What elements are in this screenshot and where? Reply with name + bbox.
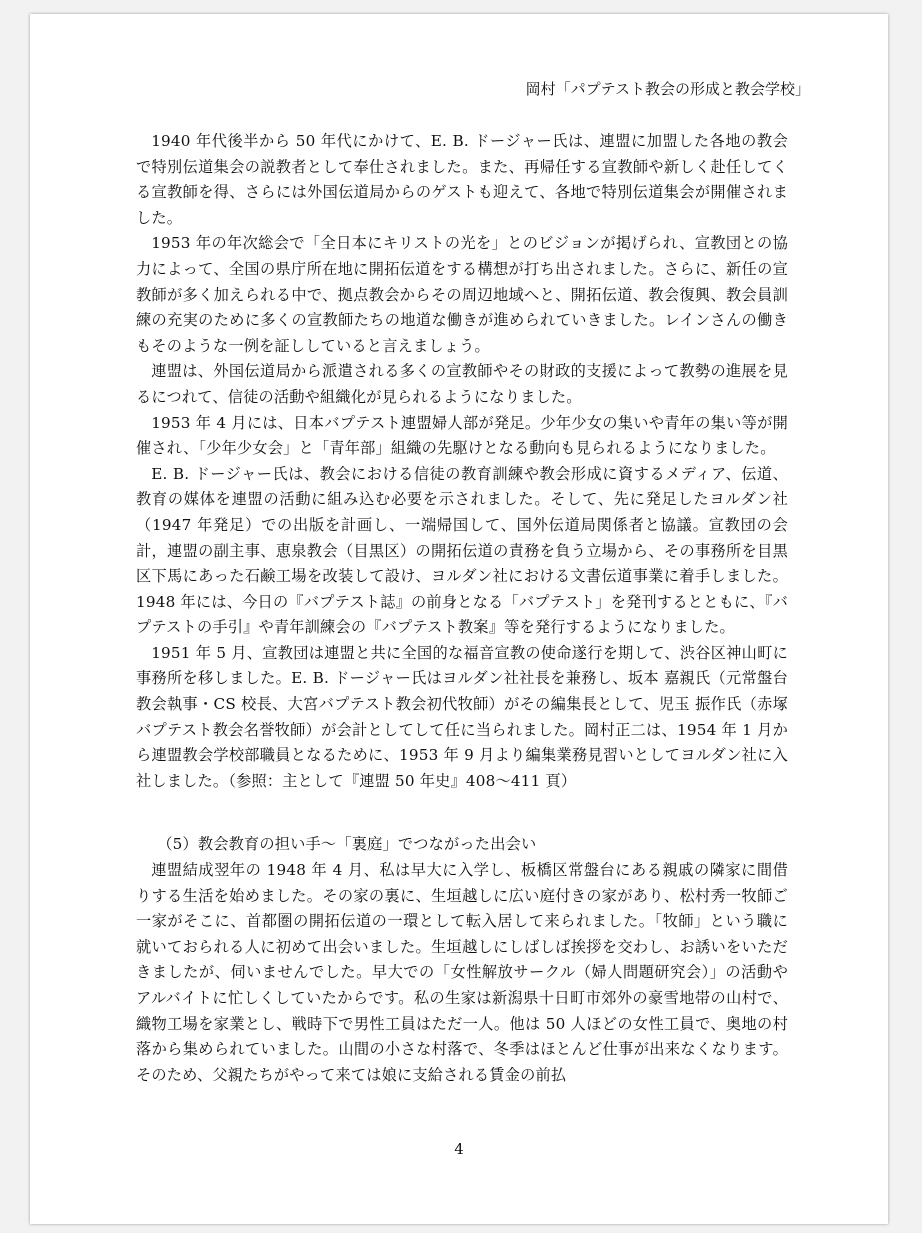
running-header: 岡村「パプテスト教会の形成と教会学校」 [525,80,810,98]
section-paragraph: 連盟結成翌年の 1948 年 4 月、私は早大に入学し、板橋区常盤台にある親戚の隣家に間借りする生活を始めました。その家の裏に、生垣越しに広い庭付きの家があり、松村秀一牧師ご一家がそこに、首都圏の開拓伝道の一環として転入居して来られました。「牧師」という職に就いておられる人に初めて出会いました。生垣越しにしばしば挨拶を交わし、お誘いをいただきましたが、伺いませんでした。早大での「女性解放サークル（婦人問題研究会）」の活動やアルバイトに忙しくしていたからです。私の生家は新潟県十日町市郊外の豪雪地帯の山村で、織物工場を家業とし、戦時下で男性工員はただ一人。他は 50 人ほどの女性工員で、奥地の村落から集められていました。山間の小さな村落で、冬季はほとんど仕事が出来なくなります。そのため、父親たちがやって来ては娘に支給される賃金の前払 [136,861,788,1084]
section-spacer [136,794,788,832]
paragraph-1: 1940 年代後半から 50 年代にかけて、E. B. ドージャー氏は、連盟に加盟した各地の教会で特別伝道集会の説教者として奉仕されました。また、再帰任する宣教師や新しく赴任してくる宣教師を得、さらには外国伝道局からのゲストも迎えて、各地で特別伝道集会が開催されました。 [136,132,788,227]
paragraph-2: 1953 年の年次総会で「全日本にキリストの光を」とのビジョンが掲げられ、宣教団との協力によって、全国の県庁所在地に開拓伝道をする構想が打ち出されました。さらに、新任の宣教師が多く加えられる中で、拠点教会からその周辺地域へと、開拓伝道、教会復興、教会員訓練の充実のために多くの宣教師たちの地道な働きが進められていきました。レインさんの働きもそのような一例を証ししていると言えましょう。 [136,234,788,355]
page-number: 4 [454,1140,464,1158]
paragraph-4: 1953 年 4 月には、日本バプテスト連盟婦人部が発足。少年少女の集いや青年の集い等が開催され、「少年少女会」と「青年部」組織の先駆けとなる動向も見られるようになりました。 [136,413,788,458]
document-page [30,14,888,1224]
paragraph-5: E. B. ドージャー氏は、教会における信徒の教育訓練や教会形成に資するメディア、伝道、教育の媒体を連盟の活動に組み込む必要を示されました。そして、先に発足したヨルダン社（1947 年発足）での出版を計画し、一端帰国して、国外伝道局関係者と協議。宣教団の会計，連盟の副主事、恵泉教会（目黒区）の開拓伝道の責務を負う立場から、その事務所を目黒区下馬にあった石鹸工場を改装して設け、ヨルダン社における文書伝道事業に着手しました。1948 年には、今日の『バプテスト誌』の前身となる「バプテスト」を発刊するとともに、『バプテストの手引』や青年訓練会の『バプテスト教案』等を発行するようになりました。 [136,464,788,637]
paragraph-3: 連盟は、外国伝道局から派遣される多くの宣教師やその財政的支援によって教勢の進展を見るにつれて、信徒の活動や組織化が見られるようになりました。 [136,362,788,406]
body-text [136,129,788,1088]
paragraph-6: 1951 年 5 月、宣教団は連盟と共に全国的な福音宣教の使命遂行を期して、渋谷区神山町に事務所を移しました。E. B. ドージャー氏はヨルダン社社長を兼務し、坂本 嘉親氏（元常盤台教会執事・CS 校長、大宮バプテスト教会初代牧師）がその編集長として、児玉 振作氏（赤塚バプテスト教会名誉牧師）が会計としてして任に当られました。岡村正二は、1954 年 1 月から連盟教会学校部職員となるために、1953 年 9 月より編集業務見習いとしてヨルダン社に入社しました。（参照：主として『連盟 50 年史』408〜411 頁） [136,643,788,790]
section-heading: （5）教会教育の担い手〜「裏庭」でつながった出会い [157,835,537,854]
